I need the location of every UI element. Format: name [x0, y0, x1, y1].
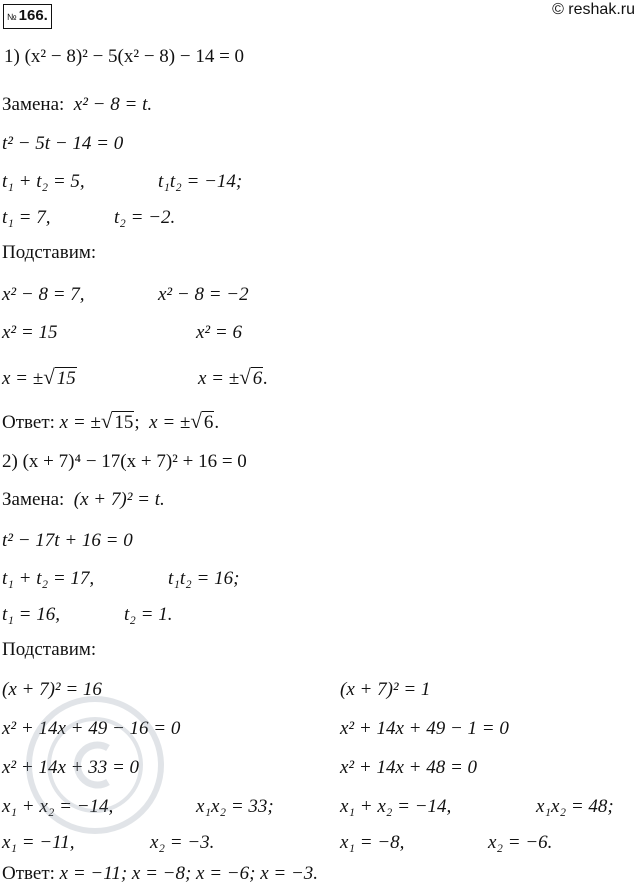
part2-equation: 2) (x + 7)⁴ − 17(x + 7)² + 16 = 0 — [2, 451, 247, 472]
sqrt-6: √ 6 — [239, 365, 263, 389]
part2-left-a: (x + 7)² = 16 — [2, 679, 102, 700]
part1-sub-eq: x² − 8 = t. — [73, 94, 153, 115]
number-sign: № — [7, 12, 17, 22]
part2-root1: t₁ = 16, — [2, 604, 60, 625]
part1-root1: t₁ = 7, — [2, 207, 51, 228]
case2-c-prefix: x = ± — [198, 368, 240, 389]
part1-sub-label: Замена: — [2, 94, 65, 115]
part2-left-e1: x₁ = −11, — [2, 832, 75, 853]
part1-answer — [2, 410, 219, 434]
part1-substitute-label: Подставим: — [2, 242, 97, 263]
part2-left-c: x² + 14x + 33 = 0 — [2, 757, 140, 778]
part1-answer-label: Ответ: — [2, 412, 55, 433]
part2-root2: t₂ = 1. — [124, 604, 173, 625]
part2-right-c: x² + 14x + 48 = 0 — [340, 757, 478, 778]
part2-left-d2: x₁x₂ = 33; — [196, 796, 274, 817]
part2-answer-values: x = −11; x = −8; x = −6; x = −3. — [59, 863, 319, 884]
problem-number: 166. — [18, 7, 48, 24]
part1-case2-b: x² = 6 — [196, 322, 242, 343]
part1-case2-a: x² − 8 = −2 — [158, 284, 249, 305]
problem-number-badge — [3, 4, 52, 29]
answer2-prefix: x = ± — [149, 412, 191, 433]
part1-case2-c — [198, 366, 268, 390]
part2-sub-label: Замена: — [2, 489, 65, 510]
answer-sqrt-6: √ 6 — [190, 409, 214, 433]
part2-answer-label: Ответ: — [2, 863, 55, 884]
part2-right-d1: x₁ + x₂ = −14, — [340, 796, 452, 817]
part1-case1-c — [2, 366, 77, 390]
part2-right-e2: x₂ = −6. — [488, 832, 553, 853]
answer1-prefix: x = ± — [59, 412, 101, 433]
part1-quadratic: t² − 5t − 14 = 0 — [2, 133, 124, 154]
part2-right-a: (x + 7)² = 1 — [340, 679, 431, 700]
answer1-suffix: ; — [134, 412, 140, 433]
part2-right-b: x² + 14x + 49 − 1 = 0 — [340, 718, 509, 739]
part2-left-b: x² + 14x + 49 − 16 = 0 — [2, 718, 181, 739]
part2-sub-eq: (x + 7)² = t. — [73, 489, 165, 510]
part2-right-d2: x₁x₂ = 48; — [536, 796, 614, 817]
part1-substitution — [2, 94, 152, 116]
answer-sqrt-15: √ 15 — [100, 409, 134, 433]
part1-case1-a: x² − 8 = 7, — [2, 284, 85, 305]
part1-root2: t₂ = −2. — [114, 207, 176, 228]
part2-left-e2: x₂ = −3. — [150, 832, 215, 853]
part2-vieta-sum: t₁ + t₂ = 17, — [2, 568, 95, 589]
part1-vieta-sum: t₁ + t₂ = 5, — [2, 171, 85, 192]
part1-equation: 1) (x² − 8)² − 5(x² − 8) − 14 = 0 — [4, 46, 245, 67]
site-watermark: © reshak.ru — [552, 1, 635, 18]
part2-right-e1: x₁ = −8, — [340, 832, 405, 853]
sqrt-15: √ 15 — [43, 365, 76, 389]
part2-vieta-product: t₁t₂ = 16; — [168, 568, 240, 589]
part2-substitution — [2, 489, 165, 511]
part2-answer — [2, 863, 318, 885]
case2-c-suffix: . — [263, 368, 268, 389]
part2-substitute-label: Подставим: — [2, 639, 97, 660]
watermark-seal-icon — [20, 690, 170, 840]
answer2-suffix: . — [214, 412, 220, 433]
part2-left-d1: x₁ + x₂ = −14, — [2, 796, 114, 817]
case1-c-prefix: x = ± — [2, 368, 44, 389]
part2-quadratic: t² − 17t + 16 = 0 — [2, 530, 133, 551]
part1-vieta-product: t₁t₂ = −14; — [158, 171, 243, 192]
part1-case1-b: x² = 15 — [2, 322, 58, 343]
